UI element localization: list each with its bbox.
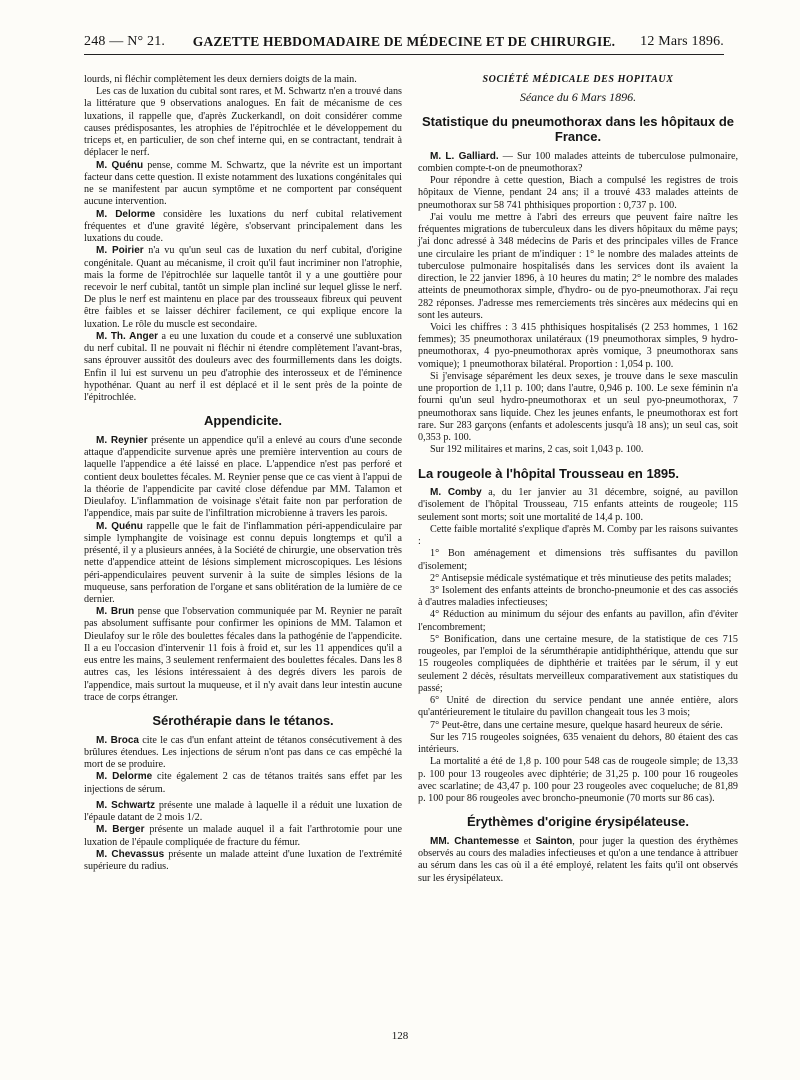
section-heading-serotherapie: Sérothérapie dans le tétanos. — [152, 713, 334, 729]
paragraph-text: pense que l'observation communiquée par M. Reynier ne paraît pas absolument suffisante pour confirmer les opinions de MM. Talamon et Dieulafoy sur le rôle des boulettes fécales dans la pathogénie de l'appendicite. Il a eu l'occasion d'intervenir 11 fois à froid et, sur les 11 appendices qu'il a eus entre les mains, 3 seulement renfermaient des boulettes fécales. Dans les 8 autres cas, les lésions intéressaient à des degrés divers les parois de l'appendice, mais surtout la muqueuse, et il n'y avait dans leur intestin aucune trace de corps étranger. — [84, 606, 402, 703]
paragraph: J'ai voulu me mettre à l'abri des erreurs que peuvent faire naître les fréquentes migrations de tuberculeux dans les divers hôpitaux du même pays; j'ai donc adressé à 348 médecins de Paris et des principales villes de France une circulaire les priant de m'indiquer : 1° le nombre des malades atteints de tuberculose pulmonaire hospitalisés dans les services dont ils avaient la direction, le 22 janvier 1896, à 10 heures du matin; 2° le nombre des malades atteints de pneumothorax simple, d'hydro- ou de pyo-pneumothorax. J'ai reçu 282 réponses. J'adresse mes remerciements très sincères aux médecins qui en sont les auteurs. — [418, 211, 738, 321]
paragraph — [418, 151, 738, 175]
session-date: Séance du 6 Mars 1896. — [519, 90, 637, 105]
speaker-name: M. Broca — [96, 734, 139, 746]
section-heading-erythemes: Érythèmes d'origine érysipélateuse. — [466, 814, 689, 830]
list-item: 1° Bon aménagement et dimensions très suffisantes du pavillon d'isolement; — [418, 548, 738, 572]
paragraph — [84, 771, 402, 795]
paragraph-text: cite également 2 cas de tétanos traités sans effet par les injections de sérum. — [84, 771, 403, 795]
section-heading-pneumothorax: Statistique du pneumothorax dans les hôpitaux de France. — [421, 113, 735, 145]
list-item: 2° Antisepsie médicale systématique et très minutieuse des petits malades; — [430, 572, 732, 584]
paragraph-text: n'a vu qu'un seul cas de luxation du nerf cubital, d'origine congénitale. Quant au mécanisme, il croit qu'il faut incriminer non l'atrophie, mais la forme de l'épitrochlée sur laquelle tantôt il y a une gouttière pour recevoir le nerf cubital, tantôt un simple plan incliné sur lequel glisse le nerf. De plus le nerf est maintenu en place par des trousseaux fibreux qui peuvent être faibles et se laisser déchirer facilement, ce qui explique encore la luxation. Le rôle du muscle est secondaire. — [84, 245, 402, 330]
paragraph: Les cas de luxation du cubital sont rares, et M. Schwartz n'en a trouvé dans la littérature que 9 observations analogues. En fait de mécanisme de ces luxations, il rappelle que, d'après Zuckerkandl, on doit considérer comme causes prédisposantes, les atrophies de l'épitrochlée et le développement du triceps et, en particulier, de son chef interne qui, en se contractant, tendrait à déplacer le nerf. — [84, 86, 402, 159]
paragraph: La mortalité a été de 1,8 p. 100 pour 548 cas de rougeole simple; de 13,33 p. 100 pour 13 rougeoles avec diphtérie; de 31,25 p. 100 pour 16 rougeoles avec scarlatine; de 43,47 p. 100 pour 23 rougeoles avec coqueluche; de 81,89 p. 100 pour 86 rougeoles avec broncho-pneumonie (70 morts sur 86 cas). — [418, 756, 738, 804]
paragraph: lourds, ni fléchir complètement les deux derniers doigts de la main. — [84, 74, 357, 85]
list-item: 7° Peut-être, dans une certaine mesure, quelque hasard heureux de série. — [430, 719, 723, 731]
paragraph-text: cite le cas d'un enfant atteint de tétanos consécutivement à des brûlures étendues. Les injections de sérum n'ont pas dans ce cas empêché la mort de se produire. — [84, 734, 402, 771]
section-heading-rougeole: La rougeole à l'hôpital Trousseau en 1895. — [418, 465, 680, 481]
paragraph-text: présente un malade atteint d'une luxation de l'extrémité supérieure du radius. — [84, 848, 402, 873]
paragraph — [84, 209, 402, 246]
speaker-name: M. Quénu — [96, 520, 143, 532]
paragraph-text: , pour juger la question des érythèmes observés au cours des maladies infectieuses et qu'on a une tendance à attribuer au sérum dans les cas où il a été employé, relatent les faits qu'il ont observés sur les érysipélateux. — [418, 835, 738, 884]
paragraph — [84, 521, 402, 607]
left-column — [84, 74, 402, 873]
paragraph-text: rappelle que le fait de l'inflammation péri-appendiculaire par simple lymphangite de voisinage est connu depuis longtemps et qu'il a présenté, il y a plusieurs années, à la Société de chirurgie, une observation très nette d'appendice atteint de lésions simplement microscopiques. Les lésions péri-appendiculaires peuvent survenir à la suite de simples lésions de la muqueuse, sans perforation de l'organe et sans oblitération de la lumière de ce dernier. — [84, 520, 402, 605]
paragraph-text: et — [519, 835, 536, 847]
speaker-name: MM. Chantemesse — [430, 835, 520, 847]
speaker-name: Sainton — [535, 835, 573, 847]
footer-page-number: 128 — [391, 1030, 409, 1042]
paragraph-text: pense, comme M. Schwartz, que la névrite est un important facteur dans cette question. Il existe notamment des luxations congénitales qui ne se manifestent par aucun symptôme et ne comportent par conséquent aucune intervention. — [84, 159, 402, 208]
header-date: 12 Mars 1896. — [640, 34, 724, 49]
society-heading: SOCIÉTÉ MÉDICALE DES HOPITAUX — [482, 74, 674, 85]
paragraph — [84, 331, 402, 404]
speaker-name: M. Delorme — [96, 208, 156, 220]
speaker-name: M. Comby — [430, 487, 482, 499]
paragraph — [84, 606, 402, 704]
paragraph-text: — Sur 100 malades atteints de tuberculose pulmonaire, combien compte-t-on de pneumothorax? — [418, 150, 738, 174]
speaker-name: M. L. Galliard. — [430, 150, 499, 162]
paragraph-text: a eu une luxation du coude et a conservé une subluxation du nerf cubital. Il ne pouvait ni fléchir ni étendre complètement l'avant-bras, sans éprouver aussitôt des douleurs avec des fourmillements dans les doigts. Enfin il lui est survenu un peu d'atrophie des interosseux et de l'éminence hypothénar. Quant au nerf il est déplacé et il le sent près de la pointe de l'épitrochlée. — [84, 330, 402, 404]
right-column — [418, 74, 738, 885]
paragraph: Pour répondre à cette question, Biach a compulsé les registres de trois hôpitaux de Vienne, pendant 24 ans; il a trouvé 433 malades atteints de pneumothorax sur 58 741 phthisiques proportion : 0,737 p. 100. — [418, 175, 738, 211]
paragraph — [84, 435, 402, 521]
speaker-name: M. Chevassus — [96, 848, 165, 860]
running-header — [84, 30, 724, 55]
paragraph-text: considère les luxations du nerf cubital relativement fréquentes et d'une gravité légère, s'observant principalement dans les luxations du coude. — [84, 208, 402, 245]
header-journal-title: GAZETTE HEBDOMADAIRE DE MÉDECINE ET DE CHIRURGIE. — [192, 34, 616, 49]
paragraph — [84, 160, 402, 209]
paragraph — [84, 824, 402, 848]
speaker-name: M. Reynier — [96, 434, 148, 446]
paragraph — [84, 849, 402, 873]
paragraph — [418, 487, 738, 524]
paragraph — [84, 245, 402, 331]
paragraph-text: présente une malade à laquelle il a réduit une luxation de l'épaule datant de 2 mois 1/2. — [84, 799, 402, 824]
speaker-name: M. Poirier — [96, 245, 144, 257]
paragraph — [84, 800, 402, 824]
header-page-issue: 248 — N° 21. — [84, 34, 166, 49]
paragraph-text: présente un appendice qu'il a enlevé au cours d'une seconde attaque d'appendicite survenue après une première intervention au cours de laquelle l'appendice a été laissé en place. L'appendice n'est pas perforé et contient deux boulettes fécales. M. Reynier pense que ce cas vient à l'appui de la théorie de l'appendicite par cavité close défendue par MM. Talamon et Dieulafoy. L'inflammation de voisinage s'était faite non par perforation de l'appendice, mais par suite de l'infiltration microbienne à travers les parois. — [84, 434, 402, 520]
list-item: 4° Réduction au minimum du séjour des enfants au pavillon, afin d'éviter l'encombrement; — [418, 609, 738, 633]
paragraph: Sur les 715 rougeoles soignées, 635 venaient du dehors, 80 étaient des cas intérieurs. — [418, 731, 738, 756]
paragraph-text: présente un malade auquel il a fait l'arthrotomie pour une luxation de l'épaule compliquée de fracture du fémur. — [84, 824, 403, 848]
paragraph: Voici les chiffres : 3 415 phthisiques hospitalisés (2 253 hommes, 1 162 femmes); 35 pneumothorax unilatéraux (19 pneumothorax simples, 9 hydro-pneumothorax, 4 pyo-pneumothorax après vomique, 3 pneumothorax sans vomique); 1 pneumothorax bilatéral. Proportion : 1,054 p. 100. — [418, 321, 738, 370]
speaker-name: M. Th. Anger — [96, 330, 159, 342]
paragraph-text: a, du 1er janvier au 31 décembre, soigné, au pavillon d'isolement de l'hôpital Trousseau, 715 enfants atteints de rougeole; 115 seulement sont morts; soit une mortalité de 14,4 p. 100. — [418, 487, 738, 523]
paragraph: Cette faible mortalité s'explique d'après M. Comby par les raisons suivantes : — [418, 523, 738, 548]
speaker-name: M. Delorme — [96, 771, 153, 783]
paragraph: Sur 192 militaires et marins, 2 cas, soit 1,043 p. 100. — [430, 444, 644, 456]
section-heading-appendicite: Appendicite. — [203, 413, 282, 429]
speaker-name: M. Quénu — [96, 159, 144, 171]
speaker-name: M. Schwartz — [96, 799, 156, 811]
paragraph — [418, 836, 738, 885]
list-item: 6° Unité de direction du service pendant une année entière, alors qu'antérieurement le titulaire du pavillon changeait tous les 3 mois; — [418, 695, 738, 719]
list-item: 5° Bonification, dans une certaine mesure, de la statistique de ces 715 rougeoles, par l'emploi de la sérumthérapie antidiphthérique, attendu que sur 15 rougeoles compliquées de diphthérie et traitées par le sérum, il y eut seulement 2 décès, résultats merveilleux comparativement aux statistiques du passé; — [418, 633, 738, 694]
paragraph: Si j'envisage séparément les deux sexes, je trouve dans le sexe masculin une proportion de 1,11 p. 100; dans l'autre, 0,946 p. 100. Le sexe féminin n'a fourni qu'un seul hydro-pneumothorax et un seul pyo-pneumothorax, 7 pneumothorax sans liquide. Chez les jeunes enfants, le pneumothorax est fort rare. Sur 283 garçons (enfants et adolescents jusqu'à 18 ans); un seul cas, soit 0,353 p. 100. — [418, 370, 738, 444]
paragraph — [84, 735, 402, 772]
speaker-name: M. Brun — [96, 606, 135, 618]
list-item: 3° Isolement des enfants atteints de broncho-pneumonie et des cas associés à d'autres maladies infectieuses; — [418, 585, 738, 609]
speaker-name: M. Berger — [96, 824, 145, 836]
